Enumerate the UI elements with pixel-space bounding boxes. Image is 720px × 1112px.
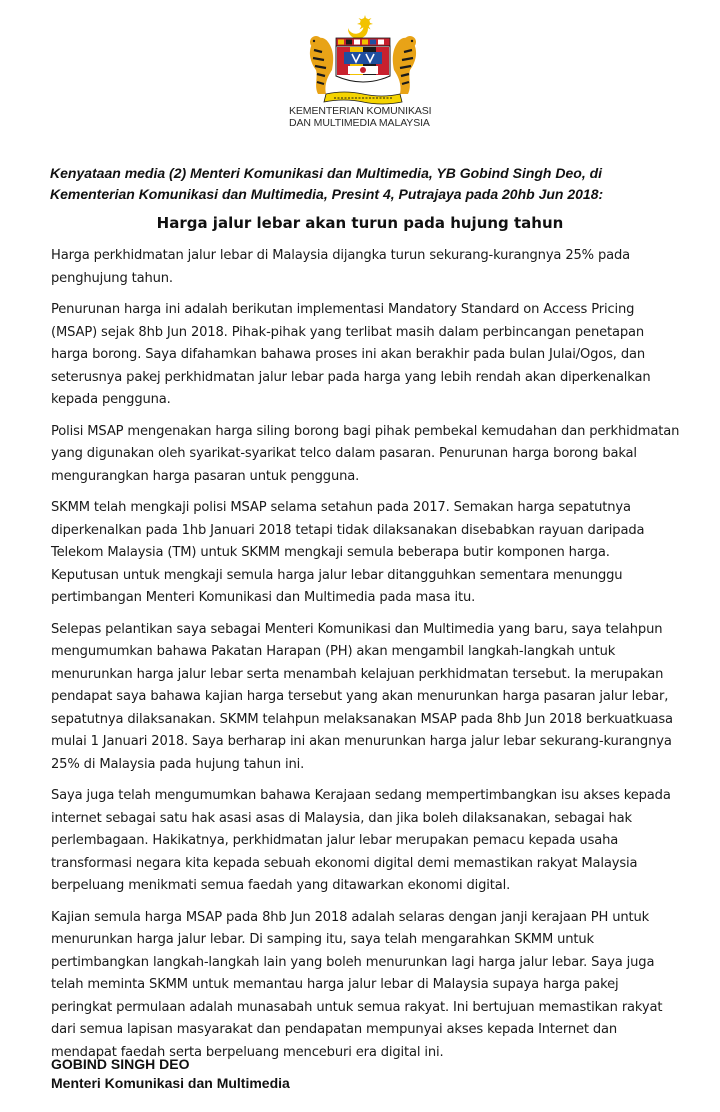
paragraph: Harga perkhidmatan jalur lebar di Malaysia dijangka turun sekurang-kurangnya 25% pada penghujung tahun.	[51, 248, 631, 286]
paragraph: SKMM telah mengkaji polisi MSAP selama setahun pada 2017. Semakan harga sepatutnya diperkenalkan pada 1hb Januari 2018 tetapi tidak dilaksanakan disebabkan rayuan daripada Telekom Malaysia (TM) untuk SKMM mengkaji semula beberapa butir komponen harga. Keputusan untuk mengkaji semula harga jalur lebar ditangguhkan sementara menunggu pertimbangan Menteri Komunikasi dan Multimedia pada masa itu.	[51, 500, 645, 605]
signature-block	[51, 1055, 451, 1093]
signatory-name: GOBIND SINGH DEO	[51, 1056, 190, 1072]
paragraph: Polisi MSAP mengenakan harga siling borong bagi pihak pembekal kemudahan dan perkhidmatan yang digunakan oleh syarikat-syarikat telco dalam pasaran. Penurunan harga borong bakal mengurangkan harga pasaran untuk pengguna.	[51, 423, 680, 484]
document-title: Harga jalur lebar akan turun pada hujung tahun	[156, 214, 564, 232]
signatory-position: Menteri Komunikasi dan Multimedia	[51, 1075, 290, 1091]
ministry-name-line1: KEMENTERIAN KOMUNIKASI	[289, 105, 432, 117]
paragraph: Penurunan harga ini adalah berikutan implementasi Mandatory Standard on Access Pricing (MSAP) sejak 8hb Jun 2018. Pihak-pihak yang terlibat masih dalam perbincangan penetapan harga borong. Saya difahamkan bahawa proses ini akan berakhir pada bulan Julai/Ogos, dan seterusnya pakej perkhidmatan jalur lebar pada harga yang lebih rendah akan diperkenalkan kepada pengguna.	[51, 302, 651, 407]
paragraph: Kajian semula harga MSAP pada 8hb Jun 2018 adalah selaras dengan janji kerajaan PH untuk menurunkan harga jalur lebar. Di samping itu, saya telah mengarahkan SKMM untuk pertimbangkan langkah-langkah lain yang boleh menurunkan lagi harga jalur lebar. Saya juga telah meminta SKMM untuk memantau harga jalur lebar di Malaysia supaya harga pakej peringkat permulaan adalah munasabah untuk semua rakyat. Ini bertujuan memastikan rakyat dari semua lapisan masyarakat dan pendapatan mempunyai akses kepada Internet dan mendapat faedah serta berpeluang menceburi era digital ini.	[51, 909, 663, 1060]
malaysia-coat-of-arms-icon	[304, 14, 422, 108]
media-statement-intro: Kenyataan media (2) Menteri Komunikasi dan Multimedia, YB Gobind Singh Deo, di Kementerian Komunikasi dan Multimedia, Presint 4, Putrajaya pada 20hb Jun 2018:	[50, 165, 604, 202]
paragraph: Saya juga telah mengumumkan bahawa Kerajaan sedang mempertimbangkan isu akses kepada internet sebagai satu hak asasi asas di Malaysia, dan jika boleh dilaksanakan, sebagai hak perlembagaan. Hakikatnya, perkhidmatan jalur lebar merupakan pemacu kepada usaha transformasi negara kita kepada sebuah ekonomi digital demi memastikan rakyat Malaysia berpeluang menikmati semua faedah yang ditawarkan ekonomi digital.	[51, 788, 671, 893]
ministry-name-line2: DAN MULTIMEDIA MALAYSIA	[289, 117, 430, 129]
letterhead	[0, 8, 720, 132]
statement-body	[51, 245, 681, 1073]
ministry-name	[289, 105, 449, 129]
paragraph: Selepas pelantikan saya sebagai Menteri Komunikasi dan Multimedia yang baru, saya telahpun mengumumkan bahawa Pakatan Harapan (PH) akan mengambil langkah-langkah untuk menurunkan harga jalur lebar serta menambah kelajuan perkhidmatan tersebut. Ia merupakan pendapat saya bahawa kajian harga tersebut yang akan menurunkan harga pasaran jalur lebar, sepatutnya dilaksanakan. SKMM telahpun melaksanakan MSAP pada 8hb Jun 2018 berkuatkuasa mulai 1 Januari 2018. Saya berharap ini akan menurunkan harga jalur lebar sekurang-kurangnya 25% di Malaysia pada hujung tahun ini.	[51, 621, 673, 772]
